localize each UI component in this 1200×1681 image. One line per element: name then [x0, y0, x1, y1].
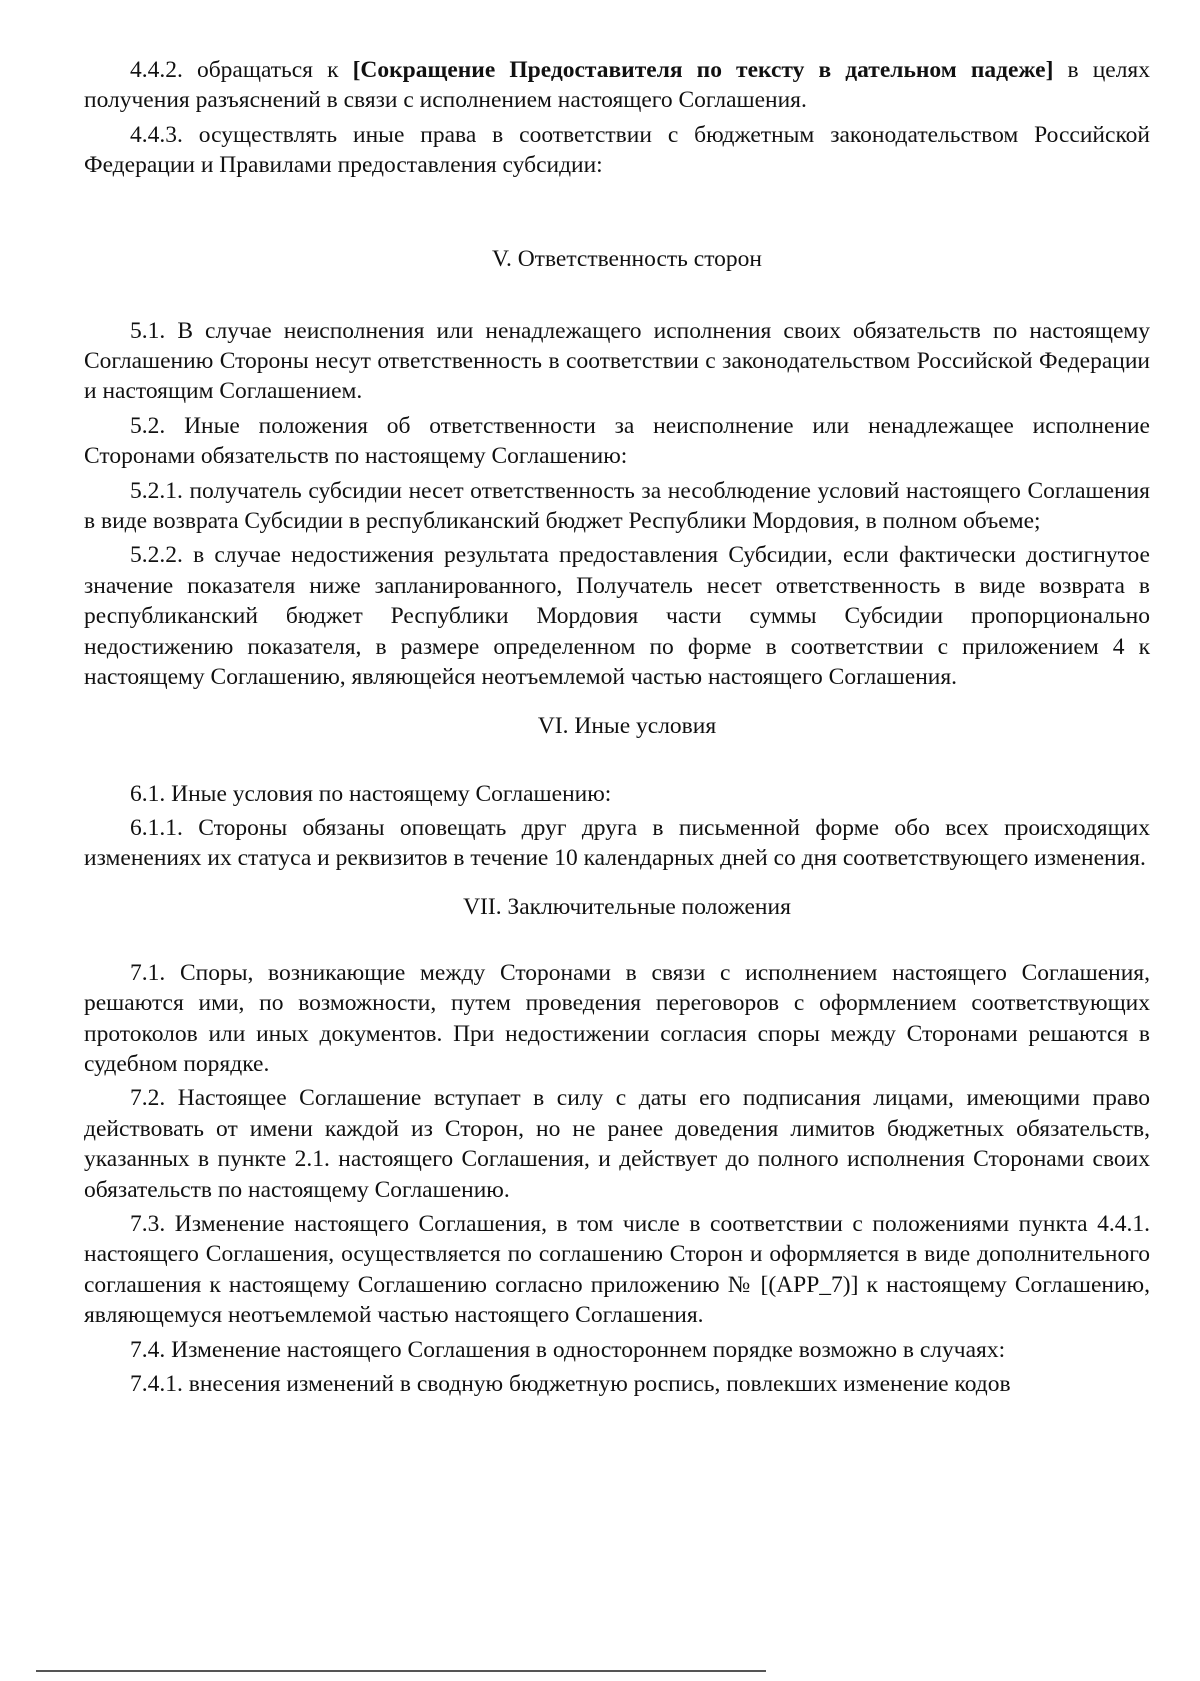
- clause-7-1: 7.1. Споры, возникающие между Сторонами в связи с исполнением настоящего Соглашения, решаются ими, по возможности, путем проведения переговоров с оформлением соответствующих протоколов или иных документов. При недостижении согласия споры между Сторонами решаются в судебном порядке.: [84, 959, 1150, 1077]
- clause-5-1: 5.1. В случае неисполнения или ненадлежащего исполнения своих обязательств по настоящему Соглашению Стороны несут ответственность в соответствии с законодательством Российской Федерации и настоящим Соглашением.: [84, 317, 1150, 405]
- clause-7-4-1: 7.4.1. внесения изменений в сводную бюджетную роспись, повлекших изменение кодов: [130, 1371, 1011, 1397]
- clause-5-2: 5.2. Иные положения об ответственности за неисполнение или ненадлежащее исполнение Сторонами обязательств по настоящему Соглашению:: [84, 412, 1150, 470]
- representative-placeholder: [Сокращение Предоставителя по тексту в дательном падеже]: [352, 57, 1054, 83]
- clause-6-1-1: 6.1.1. Стороны обязаны оповещать друг друга в письменной форме обо всех происходящих изменениях их статуса и реквизитов в течение 10 календарных дней со дня соответствующего изменения.: [84, 814, 1150, 872]
- clause-4-4-2-lead: 4.4.2. обращаться к: [130, 57, 353, 83]
- section-heading-vi: VI. Иные условия: [537, 712, 717, 739]
- clause-7-3: 7.3. Изменение настоящего Соглашения, в том числе в соответствии с положениями пункта 4.4.1. настоящего Соглашения, осуществляется по соглашению Сторон и оформляется в виде дополнительного соглашения к настоящему Соглашению согласно приложению № [(APP_7)] к настоящему Соглашению, являющемуся неотъемлемой частью настоящего Соглашения.: [84, 1210, 1150, 1329]
- section-heading-v: V. Ответственность сторон: [492, 245, 762, 272]
- clause-7-4: 7.4. Изменение настоящего Соглашения в одностороннем порядке возможно в случаях:: [130, 1336, 1006, 1363]
- clause-4-4-2-tail: в целях получения разъяснений в связи с исполнением настоящего Соглашения.: [84, 57, 1150, 114]
- section-heading-vii: VII. Заключительные положения: [463, 893, 791, 920]
- clause-4-4-2: [84, 55, 1150, 116]
- clause-5-2-2: 5.2.2. в случае недостижения результата предоставления Субсидии, если фактически достигнутое значение показателя ниже запланированного, Получатель несет ответственность в виде возврата в республиканский бюджет Республики Мордовия части суммы Субсидии пропорционально недостижению показателя, в размере определенном по форме в соответствии с приложением 4 к настоящему Соглашению, являющейся неотъемлемой частью настоящего Соглашения.: [84, 542, 1150, 691]
- clause-6-1: 6.1. Иные условия по настоящему Соглашению:: [130, 780, 612, 807]
- clause-4-4-3: 4.4.3. осуществлять иные права в соответствии с бюджетным законодательством Российской Федерации и Правилами предоставления субсидии:: [84, 121, 1150, 179]
- clause-5-2-1: 5.2.1. получатель субсидии несет ответственность за несоблюдение условий настоящего Соглашения в виде возврата Субсидии в республиканский бюджет Республики Мордовия, в полном объеме;: [84, 477, 1150, 535]
- document-page: [84, 55, 1150, 1403]
- clause-7-2: 7.2. Настоящее Соглашение вступает в силу с даты его подписания лицами, имеющими право действовать от имени каждой из Сторон, но не ранее доведения лимитов бюджетных обязательств, указанных в пункте 2.1. настоящего Соглашения, и действует до полного исполнения Сторонами своих обязательств по настоящему Соглашению.: [84, 1085, 1150, 1203]
- footnote-separator-line: [36, 1670, 766, 1672]
